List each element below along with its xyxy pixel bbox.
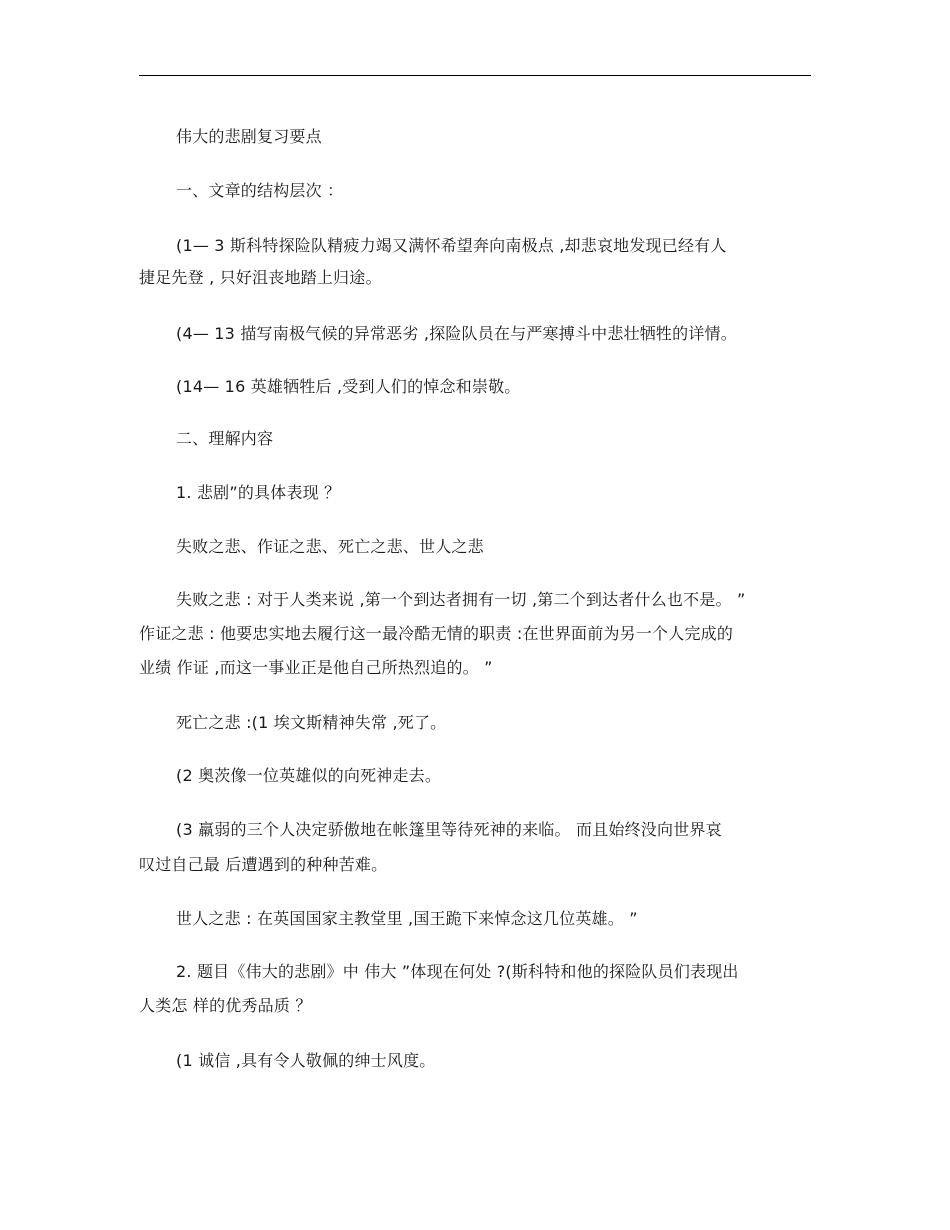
section-heading: 二、理解内容 <box>176 429 274 448</box>
paragraph-line: 失败之悲、作证之悲、死亡之悲、世人之悲 <box>176 537 484 556</box>
question-heading: 1. 悲剧”的具体表现 ？ <box>176 483 341 502</box>
paragraph-line: 作证之悲 : 他要忠实地去履行这一最冷酷无情的职责 :在世界面前为另一个人完成的 <box>139 624 734 643</box>
paragraph-line: 死亡之悲 :(1 埃文斯精神失常 ,死了。 <box>176 713 447 732</box>
paragraph-line: (3 羸弱的三个人决定骄傲地在帐篷里等待死神的来临。 而且始终没向世界哀 <box>176 820 722 839</box>
paragraph-line: (2 奥茨像一位英雄似的向死神走去。 <box>176 766 442 785</box>
paragraph-line: 失败之悲 : 对于人类来说 ,第一个到达者拥有一切 ,第二个到达者什么也不是。 ” <box>176 590 746 609</box>
question-heading: 2. 题目《伟大的悲剧》中 伟大 ”体现在何处 ?(斯科特和他的探险队员们表现出 <box>176 962 739 981</box>
paragraph-line: 叹过自己最 后遭遇到的种种苦难。 <box>139 855 388 874</box>
paragraph-line: 世人之悲 : 在英国国家主教堂里 ,国王跪下来悼念这几位英雄。 ” <box>176 909 638 928</box>
paragraph-line: 业绩 作证 ,而这一事业正是他自己所热烈追的。 ” <box>139 658 493 677</box>
doc-title: 伟大的悲剧复习要点 <box>176 127 322 146</box>
paragraph-line: (4— 13 描写南极气候的异常恶劣 ,探险队员在与严寒搏斗中悲壮牺牲的详情。 <box>176 324 737 343</box>
section-heading: 一、文章的结构层次 ： <box>176 181 344 200</box>
paragraph-line: 捷足先登 , 只好沮丧地踏上归途。 <box>139 268 382 287</box>
paragraph-line: (1 诚信 ,具有令人敬佩的绅士风度。 <box>176 1051 436 1070</box>
header-rule <box>139 75 811 76</box>
paragraph-line: 人类怎 样的优秀品质 ？ <box>139 996 312 1015</box>
paragraph-line: (1— 3 斯科特探险队精疲力竭又满怀希望奔向南极点 ,却悲哀地发现已经有人 <box>176 236 727 255</box>
paragraph-line: (14— 16 英雄牺牲后 ,受到人们的悼念和崇敬。 <box>176 377 521 396</box>
